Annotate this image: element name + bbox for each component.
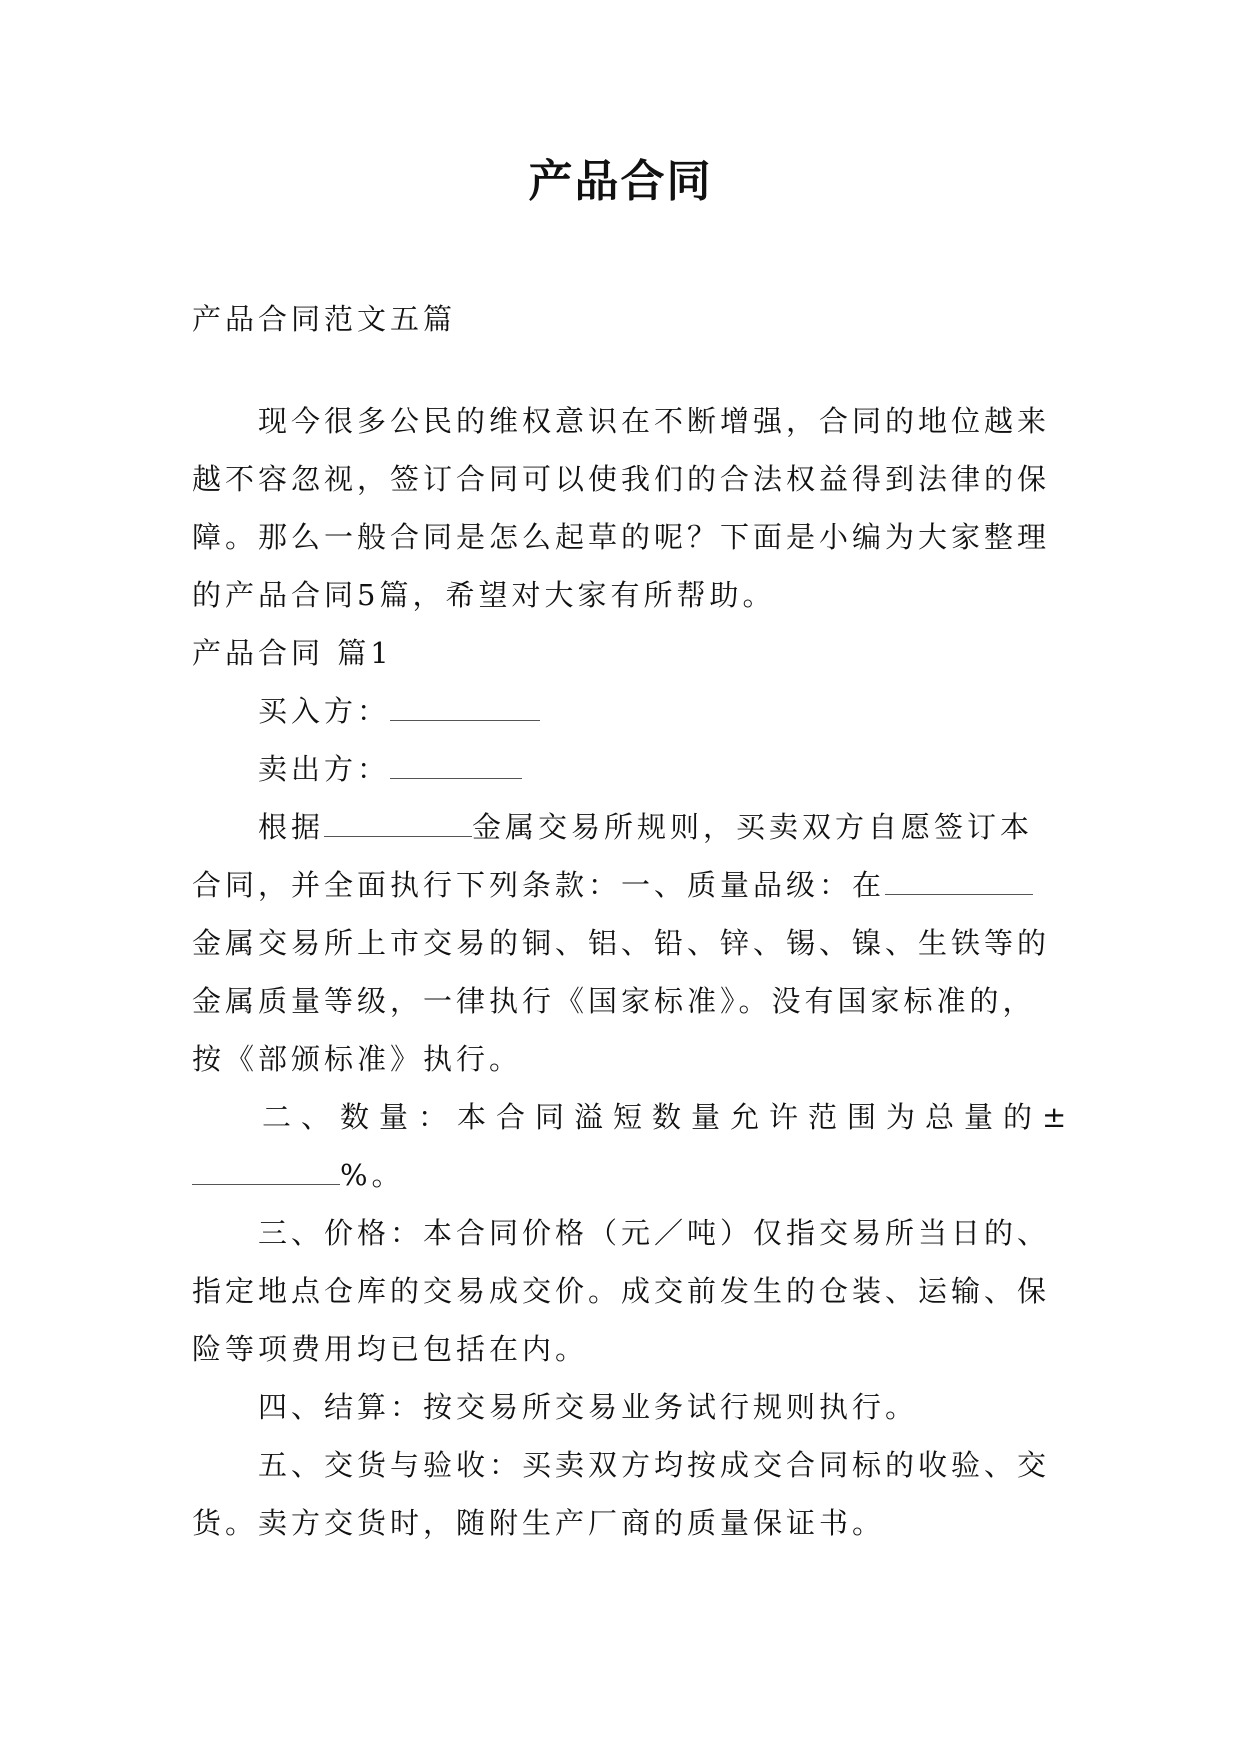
- intro-line: 的产品合同5篇，希望对大家有所帮助。: [192, 578, 776, 612]
- clause-line: 二、数量：本合同溢短数量允许范围为总量的±: [262, 1100, 1077, 1134]
- clause-1: [192, 798, 1052, 1088]
- clause-line: 指定地点仓库的交易成交价。成交前发生的仓装、运输、保: [192, 1274, 1051, 1308]
- clause-text: %。: [340, 1158, 405, 1192]
- clause-line: 金属交易所上市交易的铜、铝、铅、锌、锡、镍、生铁等的: [192, 926, 1051, 960]
- document-title: 产品合同: [528, 156, 713, 207]
- clause-line: [192, 798, 1052, 856]
- clause-4: 四、结算：按交易所交易业务试行规则执行。: [258, 1390, 919, 1424]
- clause-2: [192, 1088, 1077, 1204]
- buyer-blank: [390, 696, 540, 721]
- clause-text: 合同，并全面执行下列条款：一、质量品级：在: [192, 868, 886, 902]
- clause-line: 按《部颁标准》执行。: [192, 1042, 523, 1076]
- intro-line: 障。那么一般合同是怎么起草的呢？下面是小编为大家整理: [192, 520, 1051, 554]
- intro-line: 现今很多公民的维权意识在不断增强，合同的地位越来: [258, 404, 1051, 438]
- clause-line: 货。卖方交货时，随附生产厂商的质量保证书。: [192, 1506, 886, 1540]
- seller-blank: [390, 754, 522, 779]
- intro-paragraph: [192, 392, 1052, 624]
- intro-line: 越不容忽视，签订合同可以使我们的合法权益得到法律的保: [192, 462, 1051, 496]
- clause-line: 险等项费用均已包括在内。: [192, 1332, 589, 1366]
- clause-3: [192, 1204, 1052, 1378]
- document-body: [192, 290, 1077, 1552]
- exchange-blank: [885, 870, 1033, 895]
- buyer-label: 买入方：: [258, 694, 391, 728]
- clause-line: [192, 856, 1052, 914]
- seller-row: [192, 740, 1052, 798]
- clause-text: 根据: [258, 810, 325, 844]
- seller-label: 卖出方：: [258, 752, 391, 786]
- document-subtitle: 产品合同范文五篇: [192, 302, 457, 336]
- section-heading: 产品合同 篇1: [192, 636, 393, 670]
- clause-line: 五、交货与验收：买卖双方均按成交合同标的收验、交: [258, 1448, 1051, 1482]
- clause-line: [192, 1146, 1052, 1204]
- clause-text: 金属交易所规则，买卖双方自愿签订本: [472, 810, 1034, 844]
- buyer-row: [192, 682, 1052, 740]
- clause-line: 金属质量等级，一律执行《国家标准》。没有国家标准的，: [192, 984, 1036, 1018]
- clause-line: 三、价格：本合同价格（元／吨）仅指交易所当日的、: [258, 1216, 1051, 1250]
- percentage-blank: [192, 1160, 340, 1185]
- clause-5: [192, 1436, 1052, 1552]
- exchange-blank: [324, 812, 472, 837]
